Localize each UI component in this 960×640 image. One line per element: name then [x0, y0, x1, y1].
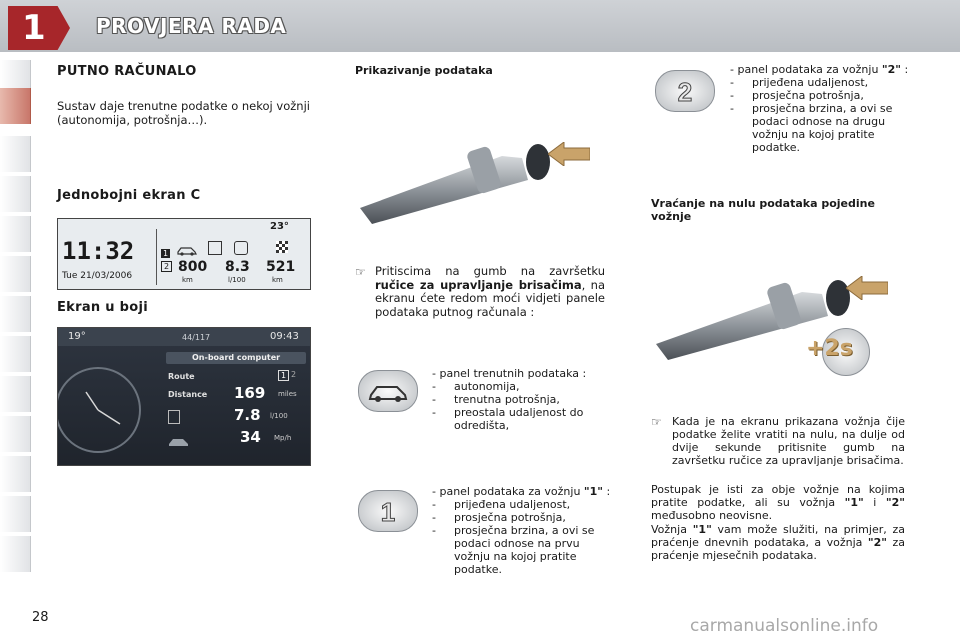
color-consumption-value: 7.8	[234, 406, 261, 424]
mono-unit-1: km	[182, 276, 193, 284]
side-tab[interactable]	[0, 216, 31, 252]
color-consumption-unit: l/100	[270, 412, 288, 420]
mono-tab-1: 1	[163, 249, 169, 258]
mono-time: 11:32	[62, 237, 135, 265]
color-temp: 19°	[68, 331, 86, 342]
car-icon	[358, 370, 418, 412]
press-instruction	[375, 265, 605, 319]
color-speed-unit: Mp/h	[274, 434, 292, 442]
side-tab-active[interactable]	[0, 88, 31, 124]
color-screen	[57, 327, 311, 466]
side-tab[interactable]	[0, 176, 31, 212]
list-item: - prosječna potrošnja,	[432, 511, 566, 524]
panel-current-list	[432, 380, 612, 432]
color-time: 09:43	[270, 331, 299, 342]
number-1-icon	[358, 490, 418, 532]
list-item: - prijeđena udaljenost,	[432, 498, 571, 511]
color-tab-1: 1	[278, 370, 289, 381]
list-item: - prosječna brzina, a ovi se podaci odnose na prvu vožnju na kojoj pratite podatke.	[432, 524, 595, 576]
panel-current-title: panel trenutnih podataka :	[439, 367, 587, 380]
side-tab[interactable]	[0, 136, 31, 172]
timer-badge-label: +2s	[806, 336, 853, 361]
color-distance-unit: miles	[278, 390, 297, 398]
mono-unit-2: l/100	[228, 276, 246, 284]
press-rest: , na ekranu ćete redom moći vidjeti panele podataka putnog računala :	[375, 277, 605, 319]
side-tab[interactable]	[0, 376, 31, 412]
side-tab[interactable]	[0, 536, 31, 572]
mono-value-2: 8.3	[225, 259, 250, 275]
list-item: - trenutna potrošnja,	[432, 393, 560, 406]
list-item: - preostala udaljenost do odredišta,	[432, 406, 584, 432]
mono-date: Tue 21/03/2006	[62, 271, 133, 281]
page-number: 28	[32, 610, 49, 625]
mono-unit-3: km	[272, 276, 283, 284]
car-icon	[168, 432, 190, 442]
pointing-hand-icon: ☞	[651, 415, 662, 429]
fuel-icon	[168, 410, 180, 424]
pointing-hand-icon: ☞	[355, 265, 366, 279]
svg-text:2: 2	[677, 77, 693, 107]
list-item: - autonomija,	[432, 380, 520, 393]
color-row-route: Route	[168, 372, 195, 381]
press-bold: ručice za upravljanje brisačima	[375, 277, 582, 292]
reset-heading: Vraćanje na nulu podataka pojedine vožnje	[651, 197, 875, 223]
side-tab[interactable]	[0, 296, 31, 332]
gauge-icon	[234, 241, 248, 255]
side-rail	[0, 60, 32, 580]
fuel-icon	[208, 241, 222, 255]
press-intro: Pritiscima na gumb na završetku	[375, 264, 605, 278]
mono-screen-heading: Jednobojni ekran C	[57, 188, 201, 203]
color-title: On-board computer	[192, 353, 281, 362]
intro-text: Sustav daje trenutne podatke o nekoj vožnji (autonomija, potrošnja…).	[57, 99, 310, 127]
display-heading: Prikazivanje podataka	[355, 64, 493, 77]
panel-1-list	[432, 498, 612, 576]
side-tab[interactable]	[0, 456, 31, 492]
watermark: carmanualsonline.info	[690, 616, 879, 636]
page-title: PROVJERA RADA	[96, 14, 287, 38]
color-speed-value: 34	[240, 428, 261, 446]
panel-current: - panel trenutnih podataka : - autonomija, - trenutna potrošnja, - preostala udaljenost do odredišta,	[432, 367, 612, 432]
mono-screen	[57, 218, 311, 290]
mono-value-3: 521	[266, 259, 296, 275]
chapter-number: 1	[22, 8, 46, 48]
side-tab[interactable]	[0, 256, 31, 292]
list-item: - prijeđena udaljenost,	[730, 76, 869, 89]
reset-text: Kada je na ekranu prikazana vožnja čije podatke želite vratiti na nulu, na dulje od dvije sekunde pritisnite gumb na završetku ručice za upravljanje brisačima.	[672, 415, 905, 467]
list-item: - prosječna potrošnja,	[730, 89, 864, 102]
color-tab-2: 2	[291, 370, 297, 379]
divider	[156, 229, 157, 285]
number-2-icon	[655, 70, 715, 112]
color-freq: 44/117	[182, 333, 211, 342]
mono-temp: 23°	[270, 221, 289, 232]
panel-2-list	[730, 76, 910, 154]
side-tab[interactable]	[0, 416, 31, 452]
svg-text:1: 1	[380, 497, 396, 527]
arrow-icon	[548, 142, 590, 166]
section-heading: PUTNO RAČUNALO	[57, 64, 197, 79]
color-distance-value: 169	[234, 384, 266, 402]
color-row-distance: Distance	[168, 390, 208, 399]
side-tab[interactable]	[0, 336, 31, 372]
flag-icon	[276, 241, 288, 253]
car-icon	[176, 241, 198, 253]
side-tab[interactable]	[0, 496, 31, 532]
paragraph-1: Postupak je isti za obje vožnje na kojima pratite podatke, ali su vožnja "1" i "2" međusobno neovisne.	[651, 483, 905, 522]
list-item: - prosječna brzina, a ovi se podaci odnose na drugu vožnju na kojoj pratite podatke.	[730, 102, 893, 154]
panel-2: - panel podataka za vožnju "2" : - prijeđena udaljenost, - prosječna potrošnja, - prosječna brzina, a ovi se podaci odnose na drugu vožnju na kojoj pratite podatke.	[730, 63, 909, 154]
color-screen-heading: Ekran u boji	[57, 300, 149, 315]
paragraph-2: Vožnja "1" vam može služiti, na primjer, za praćenje dnevnih podataka, a vožnja "2" za praćenje mjesečnih podataka.	[651, 523, 906, 562]
compass-icon	[58, 350, 154, 460]
mono-value-1: 800	[178, 259, 208, 275]
mono-tab-2: 2	[161, 261, 172, 272]
arrow-icon	[846, 276, 888, 300]
panel-1: - panel podataka za vožnju "1" : - prijeđena udaljenost, - prosječna potrošnja, - prosječna brzina, a ovi se podaci odnose na prvu vožnju na kojoj pratite podatke.	[432, 485, 611, 576]
